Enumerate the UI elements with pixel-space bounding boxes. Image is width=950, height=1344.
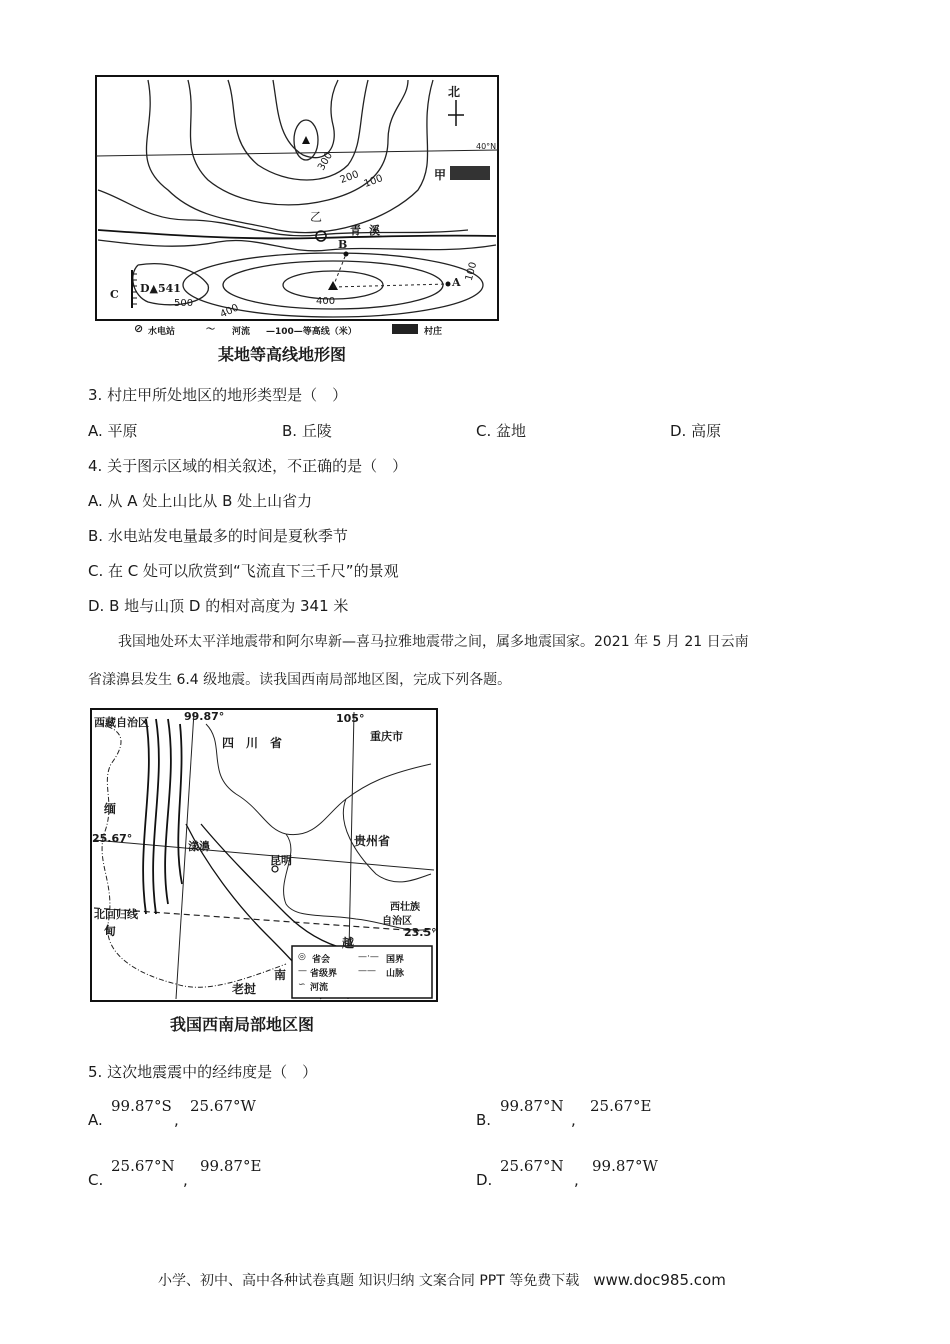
q5-option-c-sep: , xyxy=(183,1171,188,1189)
page-footer xyxy=(158,1270,726,1290)
q5-option-d-value2: 99.87°W xyxy=(592,1157,658,1175)
guangxi-label-1: 西壮族 xyxy=(390,902,420,913)
epicenter-label: 漾濞 xyxy=(188,840,210,853)
point-d-label: D▲541 xyxy=(140,282,181,295)
q5-option-c-label: C. xyxy=(88,1171,104,1189)
southwest-map-figure xyxy=(86,704,442,1006)
point-c-label: C xyxy=(110,288,119,301)
lon-99-label: 99.87° xyxy=(184,710,225,723)
river-label: 青溪 xyxy=(350,224,388,237)
latitude-label: 40°N xyxy=(476,142,497,151)
laos-label: 老挝 xyxy=(232,982,257,996)
tibet-label: 西藏自治区 xyxy=(94,716,149,729)
north-label: 北 xyxy=(448,85,461,99)
contour-map-legend xyxy=(134,322,494,338)
southwest-map-caption: 我国西南局部地区图 xyxy=(170,1015,315,1034)
q3-option-a: A. 平原 xyxy=(88,422,138,440)
legend-border: 国界 xyxy=(386,955,405,965)
q5-option-b-label: B. xyxy=(476,1111,492,1129)
legend-province-icon: — xyxy=(298,966,307,976)
q5-stem: 5. 这次地震震中的经纬度是（ ） xyxy=(88,1063,318,1081)
q5-option-d-label: D. xyxy=(476,1171,493,1189)
legend-river-icon: 〜 xyxy=(206,325,216,335)
legend-capital-icon: ◎ xyxy=(298,952,306,962)
q4-option-b: B. 水电站发电量最多的时间是夏秋季节 xyxy=(88,527,348,545)
passage-line-2: 省漾濞县发生 6.4 级地震。读我国西南局部地区图，完成下列各题。 xyxy=(88,672,512,688)
vietnam-label-1: 越 xyxy=(342,936,355,950)
q5-option-b-sep: , xyxy=(571,1111,576,1129)
guangxi-label-2: 自治区 xyxy=(382,916,412,927)
legend-hydro: 水电站 xyxy=(148,327,176,337)
legend-village-icon xyxy=(392,324,418,334)
point-b-label: B xyxy=(338,238,348,251)
q5-option-d-sep: , xyxy=(574,1171,579,1189)
q5-option-b-value2: 25.67°E xyxy=(590,1097,652,1115)
myanmar-label-1: 缅 xyxy=(104,802,117,816)
chongqing-label: 重庆市 xyxy=(370,730,403,743)
q4-option-d: D. B 地与山顶 D 的相对高度为 341 米 xyxy=(88,597,349,615)
contour-400a: 400 xyxy=(316,296,336,307)
contour-map-caption: 某地等高线地形图 xyxy=(218,345,347,364)
contour-200: 200 xyxy=(338,169,361,186)
q4-option-a: A. 从 A 处上山比从 B 处上山省力 xyxy=(88,492,313,510)
lon-105-label: 105° xyxy=(336,712,365,725)
sichuan-label: 四 川 省 xyxy=(222,736,283,750)
legend-village: 村庄 xyxy=(424,327,443,337)
guizhou-label: 贵州省 xyxy=(354,834,391,848)
q5-option-c-value2: 99.87°E xyxy=(200,1157,262,1175)
legend-border-icon: —·— xyxy=(358,952,379,962)
q3-option-b: B. 丘陵 xyxy=(282,422,332,440)
legend-river: 河流 xyxy=(232,327,251,337)
vietnam-label-2: 南 xyxy=(274,968,287,982)
lat-2567-label: 25.67° xyxy=(92,832,133,845)
village-label: 甲 xyxy=(434,168,447,182)
point-yi-label: 乙 xyxy=(310,210,323,224)
passage-line-1: 我国地处环太平洋地震带和阿尔卑新—喜马拉雅地震带之间，属多地震国家。2021 年 5 月 21 日云南 xyxy=(118,634,749,650)
contour-100a: 100 xyxy=(362,173,385,190)
legend-mountain: 山脉 xyxy=(386,969,405,979)
myanmar-label-2: 甸 xyxy=(104,924,117,938)
lat-235-label: 23.5° xyxy=(404,926,437,939)
q5-option-d-value1: 25.67°N xyxy=(500,1157,564,1175)
q5-option-a-sep: , xyxy=(174,1111,179,1129)
q5-option-a-value1: 99.87°S xyxy=(111,1097,172,1115)
tropic-label: 北回归线 xyxy=(94,908,138,921)
contour-400b: 400 xyxy=(218,302,241,321)
q3-stem: 3. 村庄甲所处地区的地形类型是（ ） xyxy=(88,386,348,404)
footer-url[interactable]: www.doc985.com xyxy=(593,1271,726,1289)
kunming-label: 昆明 xyxy=(270,854,292,867)
footer-text: 小学、初中、高中各种试卷真题 知识归纳 文案合同 PPT 等免费下载 xyxy=(158,1273,580,1289)
village-symbol xyxy=(450,166,490,180)
q5-option-a-label: A. xyxy=(88,1111,103,1129)
legend-river-icon-2: ∽ xyxy=(298,980,306,990)
legend-contour: —100—等高线（米） xyxy=(266,327,357,337)
q5-option-b-value1: 99.87°N xyxy=(500,1097,564,1115)
legend-hydro-icon: ⊘ xyxy=(134,322,144,335)
contour-100b: 100 xyxy=(463,260,480,283)
q3-option-c: C. 盆地 xyxy=(476,422,527,440)
q4-stem: 4. 关于图示区域的相关叙述，不正确的是（ ） xyxy=(88,457,408,475)
q5-option-a-value2: 25.67°W xyxy=(190,1097,256,1115)
legend-river-2: 河流 xyxy=(310,983,329,993)
point-a-label: A xyxy=(452,276,461,289)
contour-500: 500 xyxy=(174,298,194,309)
contour-300: 300 xyxy=(316,150,336,173)
legend-capital: 省会 xyxy=(312,955,331,965)
contour-map-figure xyxy=(88,70,508,325)
q3-option-d: D. 高原 xyxy=(670,422,722,440)
legend-province: 省级界 xyxy=(310,969,338,979)
q5-option-c-value1: 25.67°N xyxy=(111,1157,175,1175)
q4-option-c: C. 在 C 处可以欣赏到“飞流直下三千尺”的景观 xyxy=(88,562,399,580)
legend-mountain-icon: —— xyxy=(358,966,376,976)
